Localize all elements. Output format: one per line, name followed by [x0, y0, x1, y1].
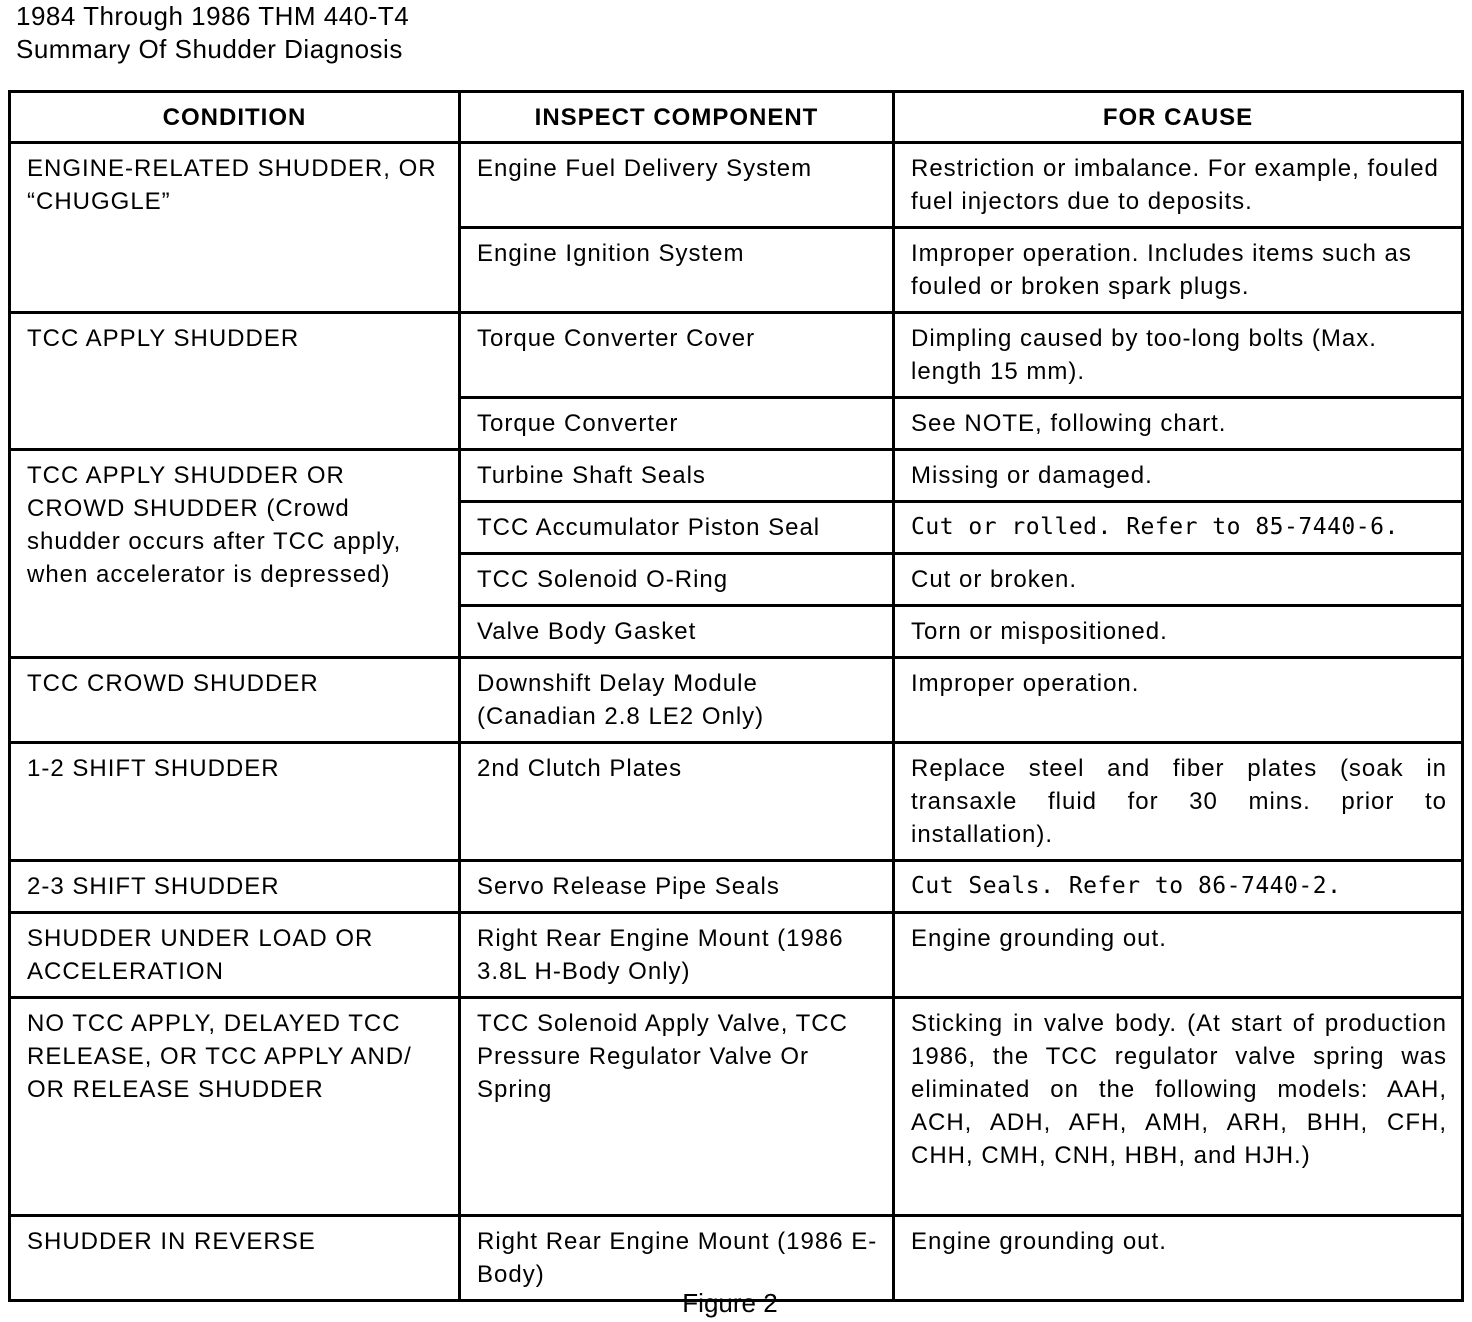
component-cell: Valve Body Gasket [460, 606, 894, 658]
condition-cell: SHUDDER UNDER LOAD OR ACCELERATION [10, 913, 460, 998]
table-row [10, 143, 1463, 228]
component-cell: Engine Fuel Delivery System [460, 143, 894, 228]
table-header-row [10, 92, 1463, 143]
condition-cell: TCC APPLY SHUDDER [10, 313, 460, 450]
component-cell: Torque Converter Cover [460, 313, 894, 398]
condition-cell: NO TCC APPLY, DELAYED TCC RELEASE, OR TCC APPLY AND/ OR RELEASE SHUDDER [10, 998, 460, 1216]
cause-cell: Improper operation. [894, 658, 1463, 743]
condition-cell: 2-3 SHIFT SHUDDER [10, 861, 460, 913]
component-cell: Downshift Delay Module (Canadian 2.8 LE2 Only) [460, 658, 894, 743]
cause-cell: Restriction or imbalance. For example, fouled fuel injectors due to deposits. [894, 143, 1463, 228]
condition-cell: ENGINE-RELATED SHUDDER, OR “CHUGGLE” [10, 143, 460, 313]
condition-cell: TCC APPLY SHUDDER OR CROWD SHUDDER (Crowd shudder occurs after TCC apply, when accelerator is depressed) [10, 450, 460, 658]
cause-cell: Cut or broken. [894, 554, 1463, 606]
header-condition: CONDITION [10, 92, 460, 143]
component-cell: Right Rear Engine Mount (1986 E-Body) [460, 1216, 894, 1301]
document-title [16, 0, 409, 66]
cause-cell: Engine grounding out. [894, 913, 1463, 998]
cause-cell: Cut Seals. Refer to 86-7440-2. [894, 861, 1463, 913]
table-row [10, 450, 1463, 502]
cause-cell: Replace steel and fiber plates (soak in transaxle fluid for 30 mins. prior to installation). [894, 743, 1463, 861]
component-cell: Torque Converter [460, 398, 894, 450]
table-row [10, 658, 1463, 743]
table-row [10, 913, 1463, 998]
condition-cell: 1-2 SHIFT SHUDDER [10, 743, 460, 861]
component-cell: Engine Ignition System [460, 228, 894, 313]
header-for-cause: FOR CAUSE [894, 92, 1463, 143]
cause-cell: Sticking in valve body. (At start of production 1986, the TCC regulator valve spring was eliminated on the following models: AAH, ACH, ADH, AFH, AMH, ARH, BHH, CFH, CHH, CMH, CNH, HBH, and HJH.) [894, 998, 1463, 1216]
table-row [10, 998, 1463, 1216]
condition-cell: TCC CROWD SHUDDER [10, 658, 460, 743]
cause-cell: Improper operation. Includes items such as fouled or broken spark plugs. [894, 228, 1463, 313]
table-row [10, 313, 1463, 398]
component-cell: Servo Release Pipe Seals [460, 861, 894, 913]
cause-cell: Cut or rolled. Refer to 85-7440-6. [894, 502, 1463, 554]
cause-cell: Torn or mispositioned. [894, 606, 1463, 658]
cause-cell: Missing or damaged. [894, 450, 1463, 502]
component-cell: TCC Solenoid Apply Valve, TCC Pressure Regulator Valve Or Spring [460, 998, 894, 1216]
table-row [10, 743, 1463, 861]
component-cell: TCC Accumulator Piston Seal [460, 502, 894, 554]
component-cell: TCC Solenoid O-Ring [460, 554, 894, 606]
shudder-diagnosis-table [8, 90, 1464, 1302]
cause-cell: See NOTE, following chart. [894, 398, 1463, 450]
condition-cell: SHUDDER IN REVERSE [10, 1216, 460, 1301]
cause-cell: Engine grounding out. [894, 1216, 1463, 1301]
component-cell: Right Rear Engine Mount (1986 3.8L H-Body Only) [460, 913, 894, 998]
component-cell: 2nd Clutch Plates [460, 743, 894, 861]
table-row [10, 861, 1463, 913]
title-line-1: 1984 Through 1986 THM 440-T4 [16, 1, 410, 31]
component-cell: Turbine Shaft Seals [460, 450, 894, 502]
title-line-2: Summary Of Shudder Diagnosis [16, 34, 403, 64]
cause-cell: Dimpling caused by too-long bolts (Max. length 15 mm). [894, 313, 1463, 398]
header-inspect-component: INSPECT COMPONENT [460, 92, 894, 143]
figure-caption: Figure 2 [682, 1288, 778, 1318]
